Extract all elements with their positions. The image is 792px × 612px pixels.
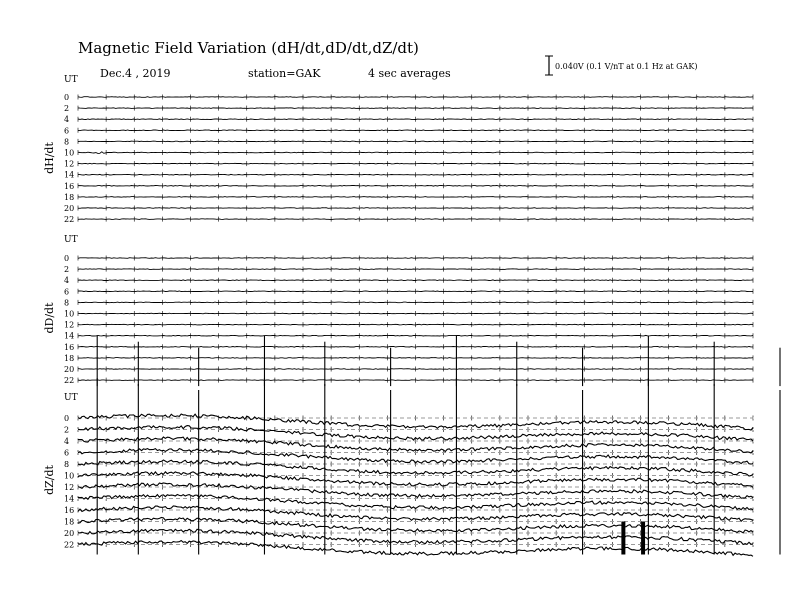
row-label: 10 <box>64 148 75 158</box>
row-label: 18 <box>64 192 75 202</box>
row-label: 20 <box>64 529 75 538</box>
row-label: 12 <box>64 483 75 492</box>
trace-line <box>78 258 753 259</box>
row-label: 10 <box>64 309 75 319</box>
row-label: 2 <box>64 425 70 435</box>
row-label: 12 <box>64 320 75 330</box>
row-label: 12 <box>64 159 75 169</box>
row-label: 4 <box>64 437 70 446</box>
trace-line <box>78 358 753 359</box>
trace-line <box>78 108 753 109</box>
burst-mark <box>621 522 625 555</box>
trace-line <box>78 302 753 303</box>
row-label: 6 <box>64 448 70 458</box>
panel-dD-dt <box>43 235 780 386</box>
row-label: 8 <box>64 298 70 308</box>
trace-line <box>78 380 753 381</box>
y-axis-label: dD/dt <box>43 302 56 334</box>
y-axis-label: dH/dt <box>43 142 56 174</box>
row-label: 2 <box>64 104 70 114</box>
trace-line <box>78 291 753 292</box>
row-label: 14 <box>64 170 75 180</box>
row-label: 18 <box>64 517 75 527</box>
trace-line <box>78 197 753 198</box>
row-label: 4 <box>64 276 70 286</box>
row-label: 16 <box>64 506 75 515</box>
ut-label: UT <box>64 235 78 245</box>
row-label: 4 <box>64 115 70 125</box>
trace-line <box>78 97 753 98</box>
ut-label: UT <box>64 393 78 403</box>
trace-line <box>78 163 753 164</box>
ut-label: UT <box>64 75 78 85</box>
row-label: 10 <box>64 471 75 481</box>
row-label: 22 <box>64 376 75 386</box>
station-label: station=GAK <box>248 67 321 80</box>
row-label: 14 <box>64 494 75 504</box>
y-axis-label: dZ/dt <box>43 465 56 495</box>
scale-bar-label: 0.040V (0.1 V/nT at 0.1 Hz at GAK) <box>555 62 698 71</box>
row-label: 8 <box>64 460 70 469</box>
row-label: 6 <box>64 287 70 297</box>
trace-line <box>78 269 753 270</box>
panel-dH-dt <box>43 75 753 224</box>
row-label: 0 <box>64 254 70 263</box>
scale-bar <box>545 56 697 75</box>
averaging-label: 4 sec averages <box>368 67 451 80</box>
row-label: 22 <box>64 215 75 225</box>
row-label: 20 <box>64 365 75 374</box>
row-label: 6 <box>64 126 70 136</box>
row-label: 2 <box>64 265 70 275</box>
trace-line <box>78 130 753 131</box>
row-label: 8 <box>64 137 70 147</box>
row-label: 18 <box>64 353 75 363</box>
trace-line <box>78 369 753 370</box>
burst-mark <box>641 522 645 555</box>
row-label: 16 <box>64 181 75 191</box>
trace-line <box>78 208 753 209</box>
chart-title: Magnetic Field Variation (dH/dt,dD/dt,dZ/dt) <box>78 39 419 57</box>
row-label: 0 <box>64 414 70 423</box>
trace-line <box>78 186 753 187</box>
row-label: 22 <box>64 540 75 550</box>
row-label: 20 <box>64 204 75 213</box>
row-label: 16 <box>64 342 75 352</box>
panel-dZ-dt <box>43 378 780 556</box>
row-label: 0 <box>64 93 70 102</box>
date-label: Dec.4 , 2019 <box>100 67 171 80</box>
trace-line <box>78 174 753 175</box>
row-label: 14 <box>64 331 75 341</box>
